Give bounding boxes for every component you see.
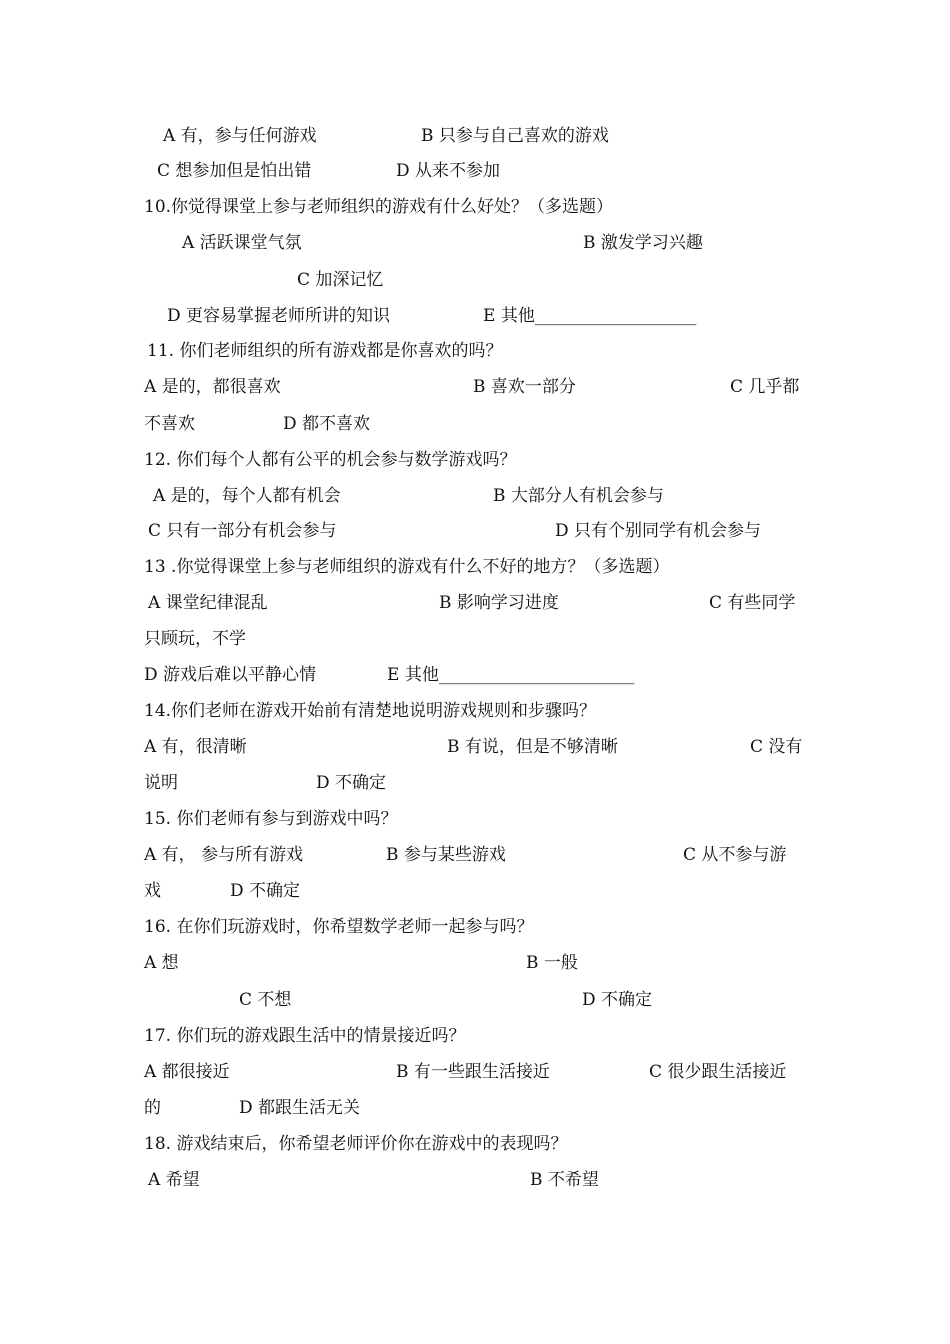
q12-question: 12. 你们每个人都有公平的机会参与数学游戏吗？ [144,450,517,470]
q9-option-a: A 有，参与任何游戏 [163,126,317,146]
q13-option-d: D 游戏后难以平静心情 [144,665,317,685]
q12-option-b: B 大部分人有机会参与 [493,486,664,506]
q10-option-a: A 活跃课堂气氛 [182,233,302,253]
q14-question: 14.你们老师在游戏开始前有清楚地说明游戏规则和步骤吗？ [144,701,597,721]
q11-question: 11. 你们老师组织的所有游戏都是你喜欢的吗？ [147,341,503,361]
q16-option-c: C 不想 [239,990,292,1010]
q17-option-b: B 有一些跟生活接近 [396,1062,550,1082]
q13-option-c-continued: 只顾玩，不学 [144,629,246,649]
q12-option-c: C 只有一部分有机会参与 [148,521,337,541]
q14-option-c-continued: 说明 [144,773,178,793]
q13-question: 13 .你觉得课堂上参与老师组织的游戏有什么不好的地方？（多选题） [144,557,670,577]
q9-option-b: B 只参与自己喜欢的游戏 [421,126,609,146]
q13-option-b: B 影响学习进度 [439,593,559,613]
q14-option-c: C 没有 [750,737,803,757]
q17-option-a: A 都很接近 [144,1062,230,1082]
q10-option-c: C 加深记忆 [297,270,384,290]
q9-option-c: C 想参加但是怕出错 [157,161,312,181]
q11-option-b: B 喜欢一部分 [473,377,576,397]
q16-option-b: B 一般 [526,953,578,973]
q11-option-c-continued: 不喜欢 [144,414,195,434]
q16-option-d: D 不确定 [582,990,653,1010]
q10-option-d: D 更容易掌握老师所讲的知识 [167,306,391,326]
q11-option-c: C 几乎都 [730,377,800,397]
q13-option-c: C 有些同学 [709,593,796,613]
q15-option-d: D 不确定 [230,881,301,901]
q14-option-a: A 有，很清晰 [144,737,247,757]
q17-option-c: C 很少跟生活接近 [649,1062,787,1082]
q18-question: 18. 游戏结束后，你希望老师评价你在游戏中的表现吗？ [144,1134,568,1154]
q10-option-e: E 其他___________________ [483,306,697,326]
q17-option-c-continued: 的 [144,1098,161,1118]
q15-option-b: B 参与某些游戏 [386,845,506,865]
q15-question: 15. 你们老师有参与到游戏中吗？ [144,809,398,829]
q9-option-d: D 从来不参加 [396,161,501,181]
q14-option-d: D 不确定 [316,773,387,793]
q18-option-b: B 不希望 [530,1170,599,1190]
q18-option-a: A 希望 [148,1170,200,1190]
q13-option-a: A 课堂纪律混乱 [148,593,268,613]
q15-option-a: A 有， 参与所有游戏 [144,845,304,865]
q15-option-c: C 从不参与游 [683,845,787,865]
q16-question: 16. 在你们玩游戏时，你希望数学老师一起参与吗？ [144,917,534,937]
q13-option-e: E 其他_______________________ [387,665,635,685]
q14-option-b: B 有说，但是不够清晰 [447,737,618,757]
q10-question: 10.你觉得课堂上参与老师组织的游戏有什么好处？（多选题） [144,197,614,217]
q15-option-c-continued: 戏 [144,881,161,901]
q11-option-a: A 是的，都很喜欢 [144,377,281,397]
q10-option-b: B 激发学习兴趣 [583,233,703,253]
q12-option-d: D 只有个别同学有机会参与 [555,521,762,541]
q11-option-d: D 都不喜欢 [283,414,371,434]
q12-option-a: A 是的，每个人都有机会 [153,486,341,506]
q17-question: 17. 你们玩的游戏跟生活中的情景接近吗？ [144,1026,466,1046]
q17-option-d: D 都跟生活无关 [239,1098,361,1118]
q16-option-a: A 想 [144,953,179,973]
